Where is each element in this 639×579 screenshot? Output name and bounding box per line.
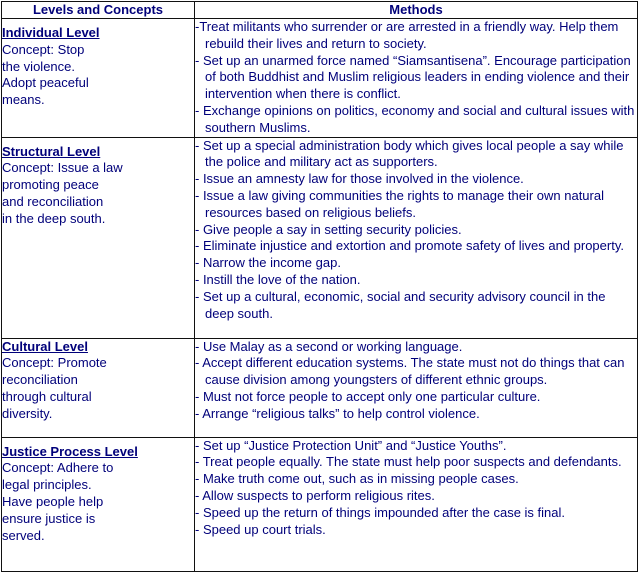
header-methods: Methods (195, 2, 638, 19)
header-levels: Levels and Concepts (2, 2, 195, 19)
concept-line: Have people help (2, 493, 104, 509)
concept-line: ensure justice is (2, 510, 96, 526)
method-item: - Make truth come out, such as in missing people cases. (195, 471, 519, 487)
header-row (2, 2, 638, 19)
concept-line: and reconciliation (2, 193, 104, 209)
concept-line: means. (2, 92, 45, 108)
method-item: - Treat people equally. The state must help poor suspects and defendants. (195, 454, 622, 470)
level-title: Justice Process Level (2, 443, 138, 459)
method-item: -Treat militants who surrender or are arrested in a friendly way. Help them rebuild their lives and return to society. (195, 19, 619, 51)
level-title: Cultural Level (2, 338, 88, 354)
methods-cell (195, 19, 638, 138)
method-item: - Give people a say in setting security policies. (195, 221, 462, 237)
method-item: - Arrange “religious talks” to help control violence. (195, 405, 480, 421)
method-item: - Speed up court trials. (195, 521, 326, 537)
method-item: - Allow suspects to perform religious rites. (195, 487, 435, 503)
table-row (2, 437, 638, 571)
method-item: - Use Malay as a second or working language. (195, 338, 463, 354)
method-item: - Exchange opinions on politics, economy and social and cultural issues with southern Muslims. (195, 102, 635, 135)
concept-line: Concept: Issue a law (2, 160, 123, 176)
concept-line: served. (2, 527, 45, 543)
methods-cell (195, 338, 638, 437)
method-item: - Set up a cultural, economic, social and security advisory council in the deep south. (195, 288, 606, 321)
level-cell (2, 437, 195, 571)
method-item: - Set up a special administration body which gives local people a say while the police and military act as supporters. (195, 137, 624, 170)
concept-line: Concept: Adhere to (2, 460, 114, 476)
concept-line: promoting peace (2, 177, 99, 193)
concept-line: reconciliation (2, 372, 78, 388)
method-item: - Instill the love of the nation. (195, 271, 361, 287)
method-item: - Set up an unarmed force named “Siamsantisena”. Encourage participation of both Buddhist and Muslim religious leaders in ending violence and their intervention when there is conflict. (195, 52, 631, 102)
level-title: Individual Level (2, 25, 100, 40)
methods-cell (195, 437, 638, 571)
method-item: - Narrow the income gap. (195, 255, 341, 271)
concept-line: legal principles. (2, 477, 92, 493)
concept-line: through cultural (2, 388, 92, 404)
table-row (2, 338, 638, 437)
method-item: - Set up “Justice Protection Unit” and “Justice Youths”. (195, 437, 507, 453)
method-item: - Issue an amnesty law for those involved in the violence. (195, 171, 524, 187)
method-item: - Speed up the return of things impounded after the case is final. (195, 504, 566, 520)
level-title: Structural Level (2, 143, 101, 159)
level-cell (2, 137, 195, 338)
concept-line: Adopt peaceful (2, 75, 89, 91)
levels-methods-table (1, 1, 638, 572)
methods-cell (195, 137, 638, 338)
level-cell (2, 338, 195, 437)
method-item: - Issue a law giving communities the rights to manage their own natural resources based on religious beliefs. (195, 187, 604, 220)
concept-line: Concept: Promote (2, 355, 107, 371)
concept-line: diversity. (2, 405, 53, 421)
method-item: - Accept different education systems. The state must not do things that can cause division among youngsters of different ethnic groups. (195, 355, 625, 388)
method-item: - Must not force people to accept only one particular culture. (195, 388, 541, 404)
concept-line: in the deep south. (2, 210, 106, 226)
concept-line: the violence. (2, 58, 75, 74)
method-item: - Eliminate injustice and extortion and promote safety of lives and property. (195, 238, 624, 254)
table-row (2, 19, 638, 138)
table-row (2, 137, 638, 338)
level-cell (2, 19, 195, 138)
concept-line: Concept: Stop (2, 41, 85, 57)
